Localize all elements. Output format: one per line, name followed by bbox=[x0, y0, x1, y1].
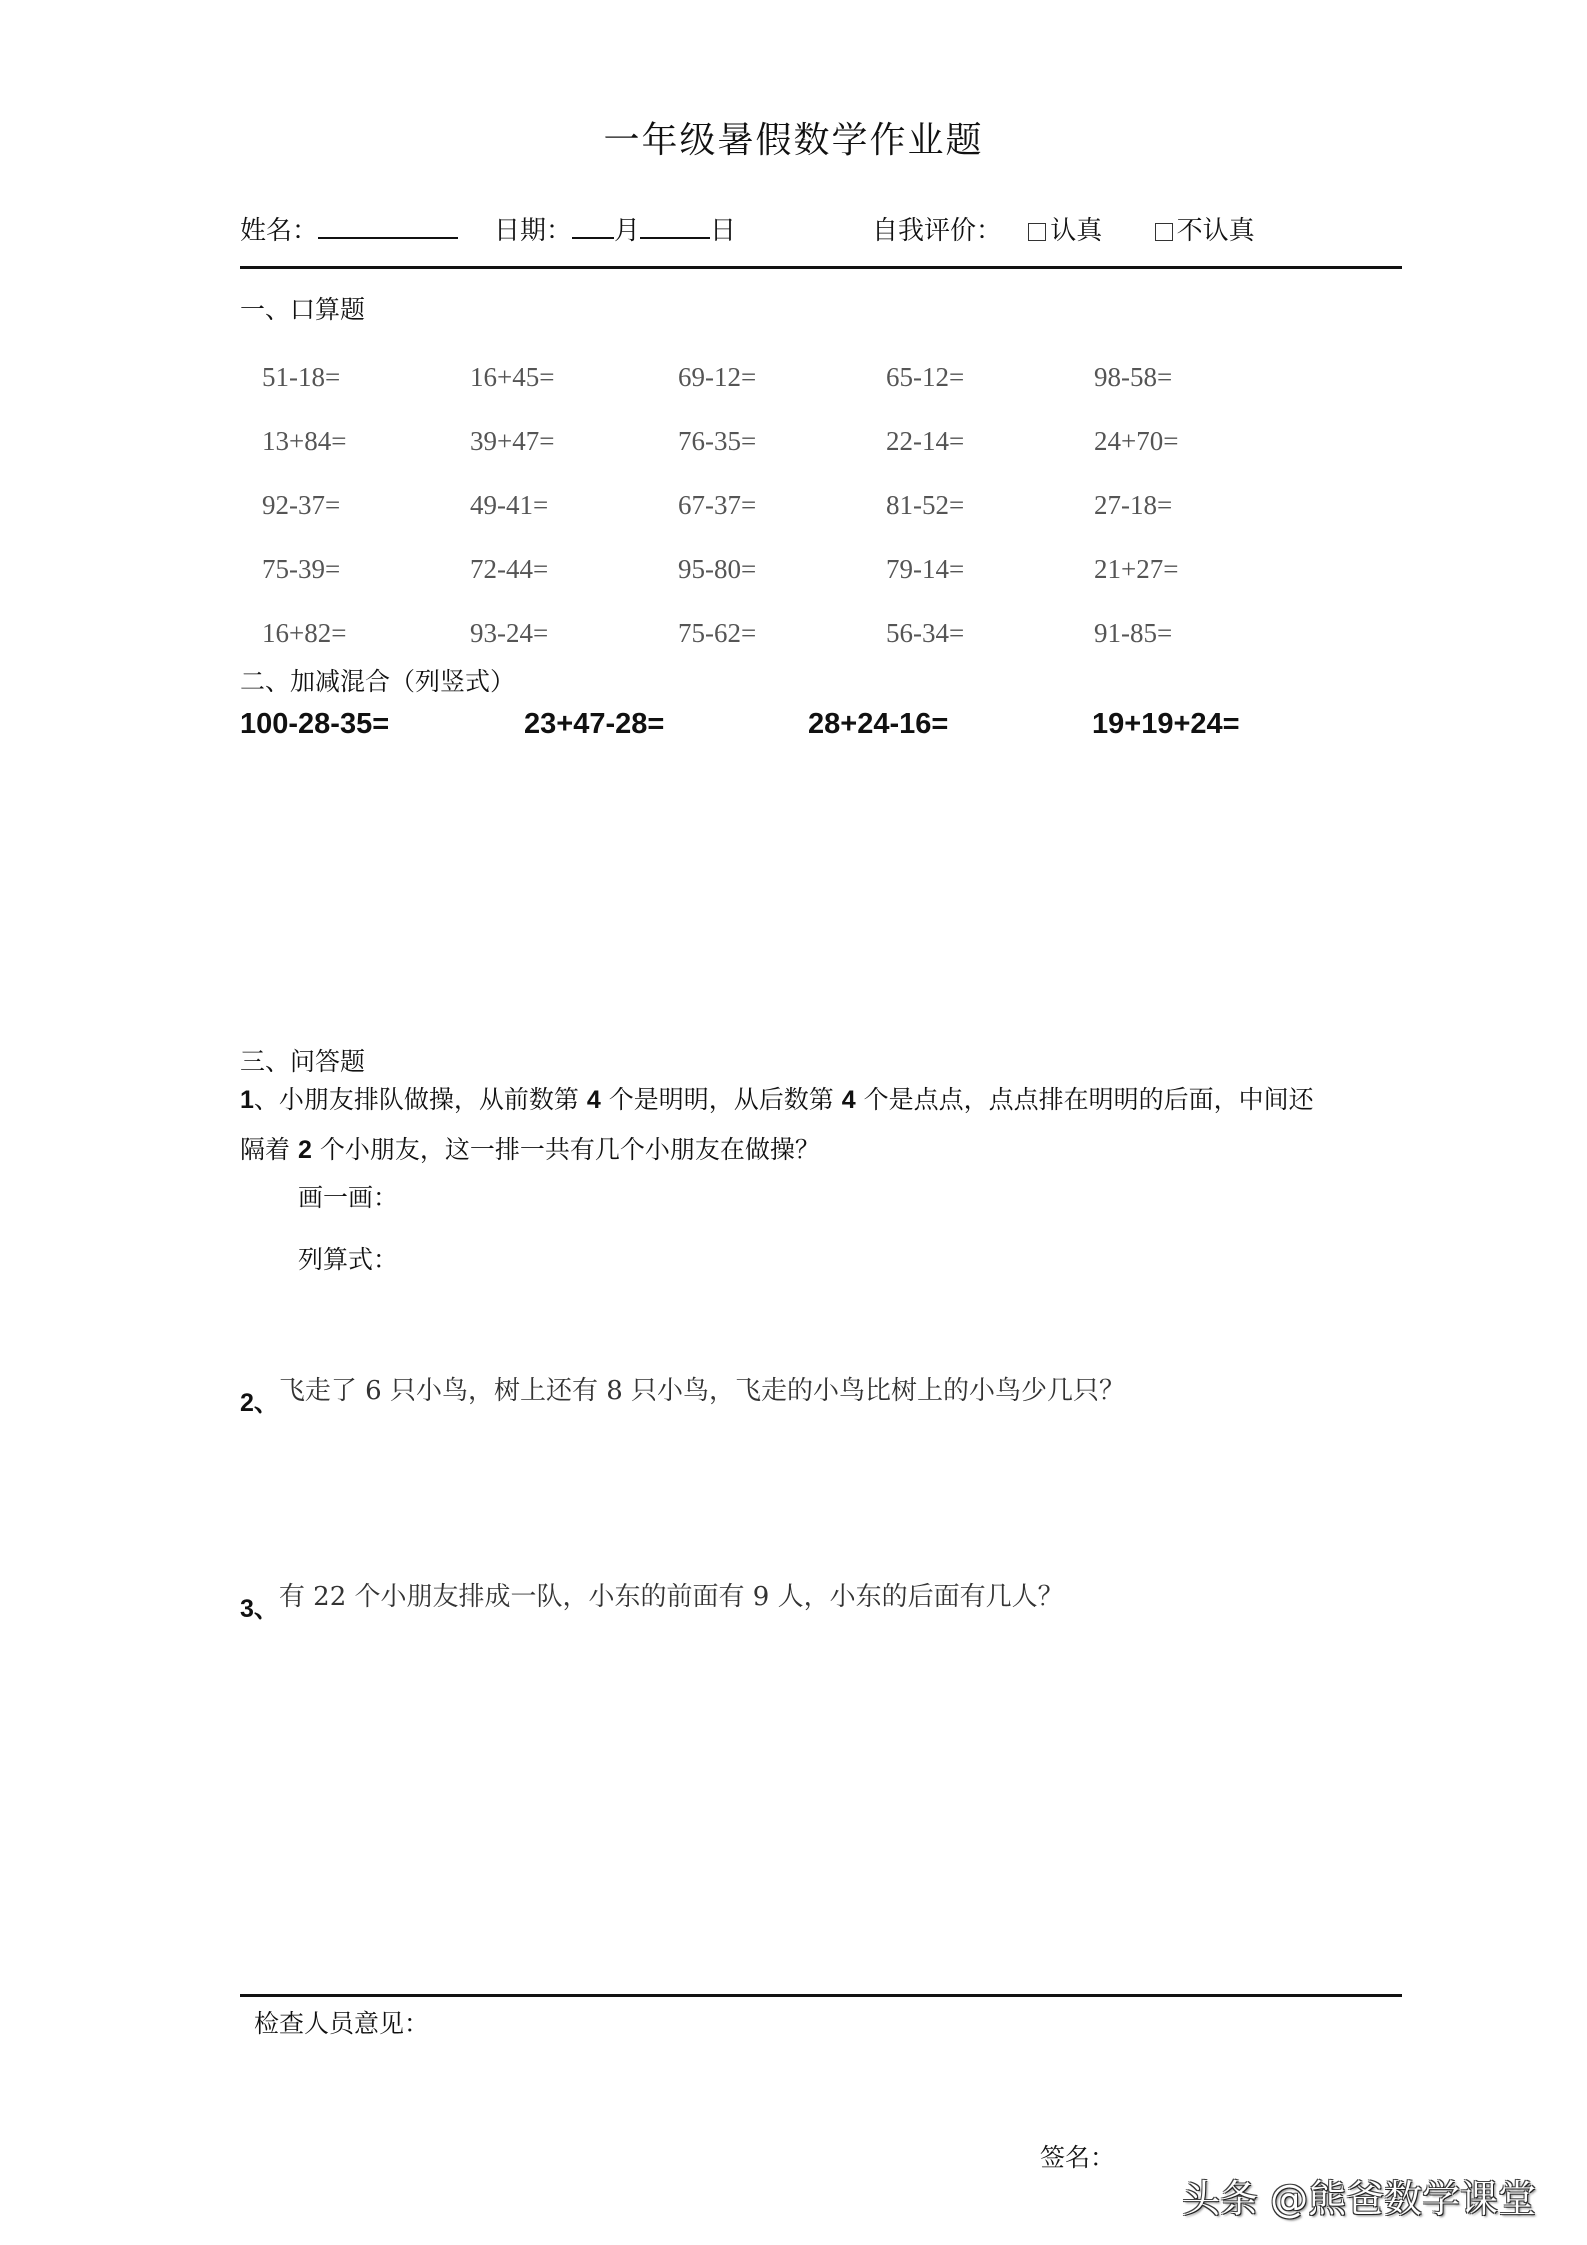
footer-divider bbox=[240, 1994, 1402, 1997]
problem: 95-80= bbox=[678, 553, 757, 584]
signature-label: 签名： bbox=[1040, 2143, 1116, 2172]
worksheet-title: 一年级暑假数学作业题 bbox=[603, 120, 984, 161]
grid-row bbox=[262, 601, 1302, 665]
self-evaluation bbox=[872, 210, 1255, 247]
mixed-problem: 28+24-16= bbox=[808, 708, 949, 740]
question-number: 1 bbox=[240, 1086, 254, 1114]
problem: 27-18= bbox=[1094, 489, 1173, 520]
checkbox-icon[interactable] bbox=[1028, 223, 1046, 241]
draw-label: 画一画： bbox=[298, 1183, 399, 1212]
problem: 39+47= bbox=[470, 425, 555, 456]
question-number: 2、 bbox=[240, 1389, 279, 1417]
section2-heading: 二、加减混合（列竖式） bbox=[240, 667, 516, 696]
question-2: 2、飞走了 6 只小鸟，树上还有 8 只小鸟，飞走的小鸟比树上的小鸟少几只？ bbox=[240, 1376, 1126, 1417]
grid-row bbox=[262, 409, 1302, 473]
month-label: 月 bbox=[614, 216, 641, 246]
name-blank[interactable] bbox=[318, 215, 458, 239]
section1-heading: 一、口算题 bbox=[240, 295, 366, 324]
problem: 67-37= bbox=[678, 489, 757, 520]
name-label: 姓名： bbox=[240, 216, 319, 246]
header-divider bbox=[240, 266, 1402, 269]
mixed-problems bbox=[240, 708, 1376, 741]
grid-row bbox=[262, 345, 1302, 409]
problem: 21+27= bbox=[1094, 553, 1179, 584]
formula-label: 列算式： bbox=[298, 1245, 399, 1274]
problem: 79-14= bbox=[886, 553, 965, 584]
question-3: 3、有 22 个小朋友排成一队，小东的前面有 9 人，小东的后面有几人？ bbox=[240, 1582, 1064, 1623]
problem: 16+45= bbox=[470, 361, 555, 392]
problem: 65-12= bbox=[886, 361, 965, 392]
date-label: 日期： bbox=[494, 216, 573, 246]
problem: 72-44= bbox=[470, 553, 549, 584]
question-number: 3、 bbox=[240, 1595, 279, 1623]
problem: 93-24= bbox=[470, 617, 549, 648]
question-1: 1、小朋友排队做操，从前数第 4 个是明明，从后数第 4 个是点点，点点排在明明的后面，中间还 隔着 2 个小朋友，这一排一共有几个小朋友在做操？ bbox=[240, 1085, 1314, 1164]
problem: 75-39= bbox=[262, 553, 341, 584]
problem: 49-41= bbox=[470, 489, 549, 520]
day-label: 日 bbox=[710, 216, 737, 246]
mental-math-grid bbox=[262, 345, 1302, 665]
problem: 81-52= bbox=[886, 489, 965, 520]
section3-heading: 三、问答题 bbox=[240, 1047, 366, 1076]
grid-row bbox=[262, 537, 1302, 601]
checkbox-icon[interactable] bbox=[1155, 223, 1173, 241]
problem: 92-37= bbox=[262, 489, 341, 520]
problem: 75-62= bbox=[678, 617, 757, 648]
problem: 24+70= bbox=[1094, 425, 1179, 456]
watermark: 头条 @熊爸数学课堂 bbox=[1182, 2177, 1537, 2221]
problem: 98-58= bbox=[1094, 361, 1173, 392]
month-blank[interactable] bbox=[572, 215, 614, 239]
mixed-problem: 100-28-35= bbox=[240, 708, 390, 740]
problem: 22-14= bbox=[886, 425, 965, 456]
date-field[interactable] bbox=[494, 210, 736, 247]
problem: 51-18= bbox=[262, 361, 341, 392]
day-blank[interactable] bbox=[640, 215, 710, 239]
problem: 13+84= bbox=[262, 425, 347, 456]
reviewer-label: 检查人员意见： bbox=[254, 2009, 430, 2038]
option-serious[interactable]: 认真 bbox=[1028, 216, 1102, 246]
problem: 91-85= bbox=[1094, 617, 1173, 648]
problem: 76-35= bbox=[678, 425, 757, 456]
mixed-problem: 23+47-28= bbox=[524, 708, 665, 740]
grid-row bbox=[262, 473, 1302, 537]
mixed-problem: 19+19+24= bbox=[1092, 708, 1240, 740]
problem: 16+82= bbox=[262, 617, 347, 648]
problem: 56-34= bbox=[886, 617, 965, 648]
problem: 69-12= bbox=[678, 361, 757, 392]
option-not-serious[interactable]: 不认真 bbox=[1155, 216, 1255, 246]
name-field[interactable] bbox=[240, 210, 458, 247]
self-eval-label: 自我评价： bbox=[872, 216, 1003, 246]
